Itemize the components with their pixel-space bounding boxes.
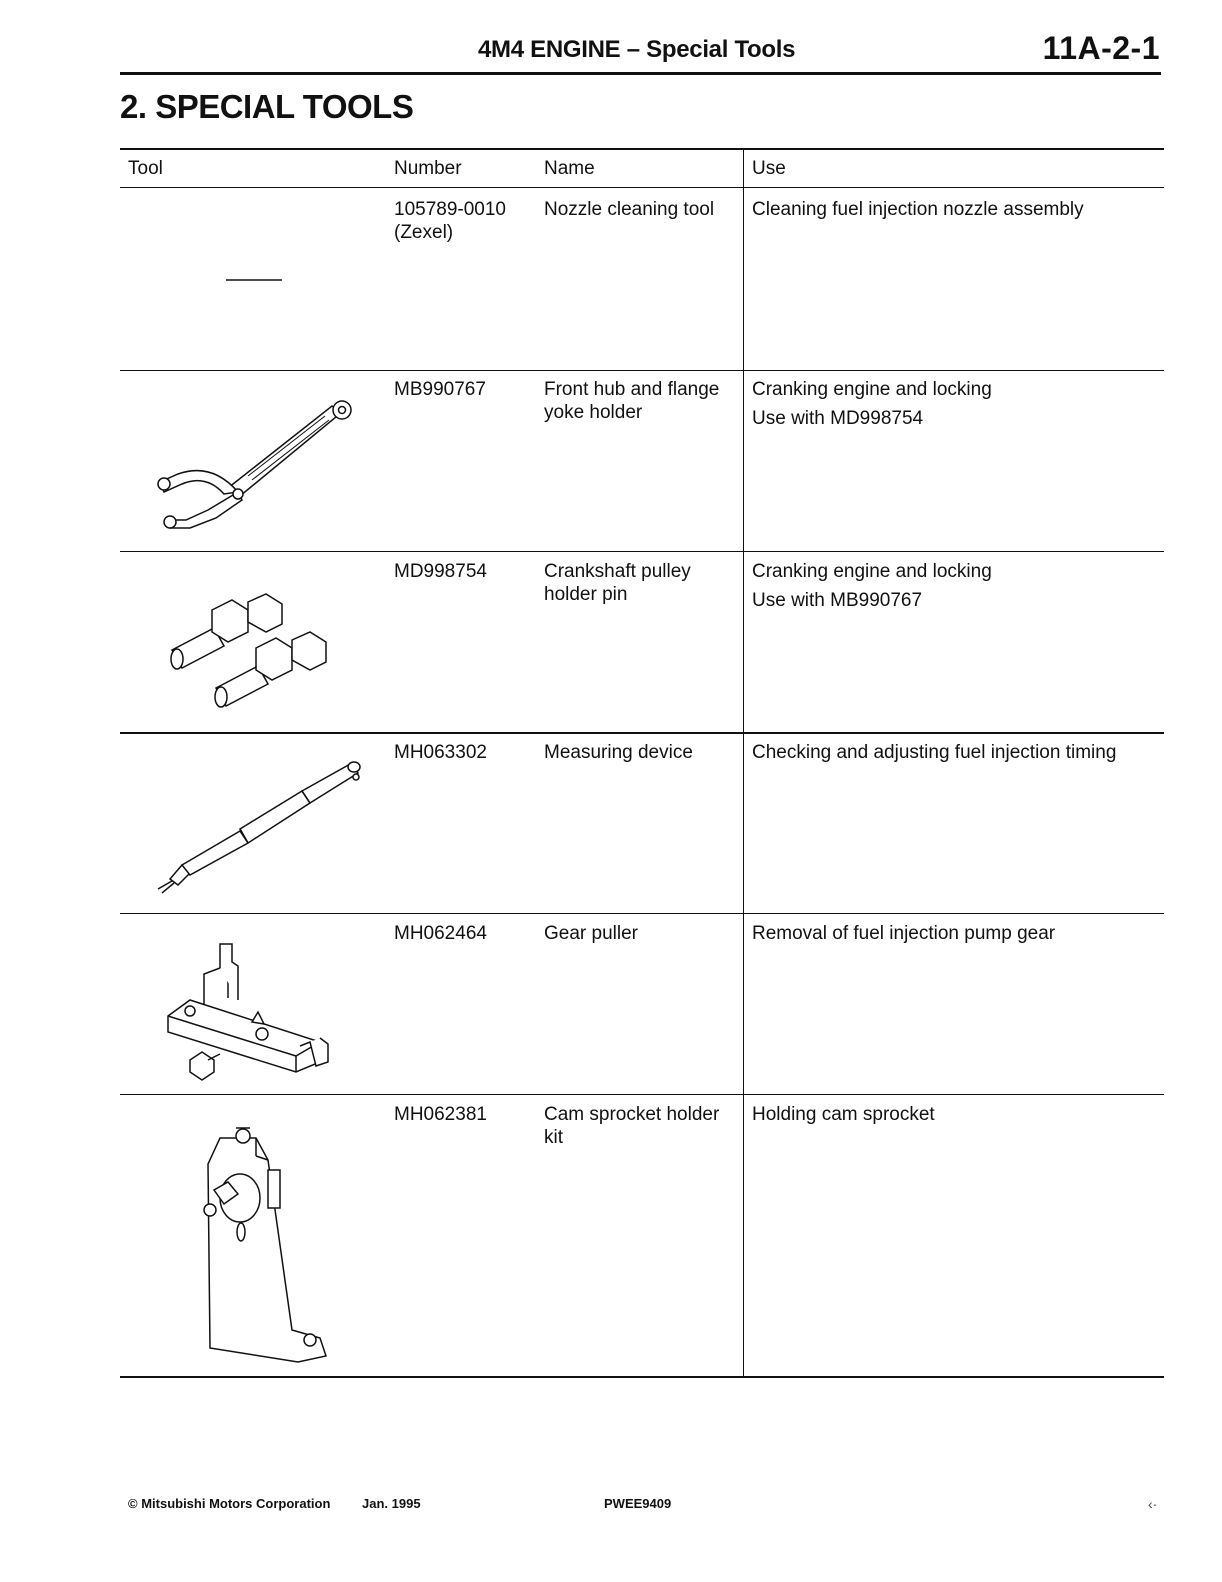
tool-use-line: Holding cam sprocket — [752, 1104, 935, 1125]
gear-puller-icon — [120, 914, 390, 1094]
placeholder-dash-icon — [120, 188, 390, 368]
tool-number-note: (Zexel) — [394, 222, 454, 243]
section-heading: 2. SPECIAL TOOLS — [120, 88, 414, 125]
tool-use — [752, 1103, 1152, 1132]
tool-use — [752, 560, 1152, 618]
tool-use-line: Use with MD998754 — [752, 408, 924, 429]
tool-name: Measuring device — [544, 742, 693, 763]
cam-sprocket-holder-icon — [120, 1098, 390, 1378]
tool-name: Cam sprocket holder kit — [544, 1104, 720, 1148]
use-column-divider — [743, 148, 744, 1378]
tool-name: Nozzle cleaning tool — [544, 199, 715, 220]
table-top-rule — [120, 148, 1164, 150]
header-rule — [120, 72, 1161, 75]
header-title: 4M4 ENGINE – Special Tools — [478, 36, 796, 63]
tool-number: MH062381 — [394, 1104, 487, 1125]
tool-use — [752, 741, 1152, 770]
column-header-tool: Tool — [128, 158, 163, 179]
tool-number: MH062464 — [394, 923, 487, 944]
measuring-device-icon — [120, 733, 390, 913]
page-number: 11A-2-1 — [1042, 30, 1160, 66]
special-tools-table — [120, 148, 1164, 1380]
column-header-use: Use — [752, 158, 786, 179]
scan-artifact-mark: ‹· — [1148, 1496, 1158, 1512]
row-divider — [120, 1094, 1164, 1095]
holder-pin-icon — [120, 552, 390, 732]
tool-use-line: Checking and adjusting fuel injection timing — [752, 742, 1117, 763]
tool-number: MD998754 — [394, 561, 487, 582]
tool-use-line: Cranking engine and locking — [752, 379, 992, 400]
tool-use — [752, 198, 1152, 227]
footer-code: PWEE9409 — [604, 1496, 672, 1511]
tool-number: MH063302 — [394, 742, 487, 763]
tool-use-line: Cleaning fuel injection nozzle assembly — [752, 199, 1084, 220]
tool-use-line: Cranking engine and locking — [752, 561, 992, 582]
tool-use — [752, 922, 1152, 951]
tool-name: Gear puller — [544, 923, 638, 944]
column-header-name: Name — [544, 158, 595, 179]
tool-use — [752, 378, 1152, 436]
footer-date: Jan. 1995 — [362, 1496, 421, 1511]
tool-use-line: Removal of fuel injection pump gear — [752, 923, 1056, 944]
yoke-holder-icon — [120, 370, 390, 550]
tool-name: Crankshaft pulley holder pin — [544, 561, 691, 605]
tool-name: Front hub and flange yoke holder — [544, 379, 720, 423]
tool-use-line: Use with MB990767 — [752, 590, 923, 611]
tool-number: 105789-0010 — [394, 199, 506, 220]
tool-number: MB990767 — [394, 379, 486, 400]
footer-copyright: © Mitsubishi Motors Corporation — [128, 1496, 331, 1511]
column-header-number: Number — [394, 158, 462, 179]
